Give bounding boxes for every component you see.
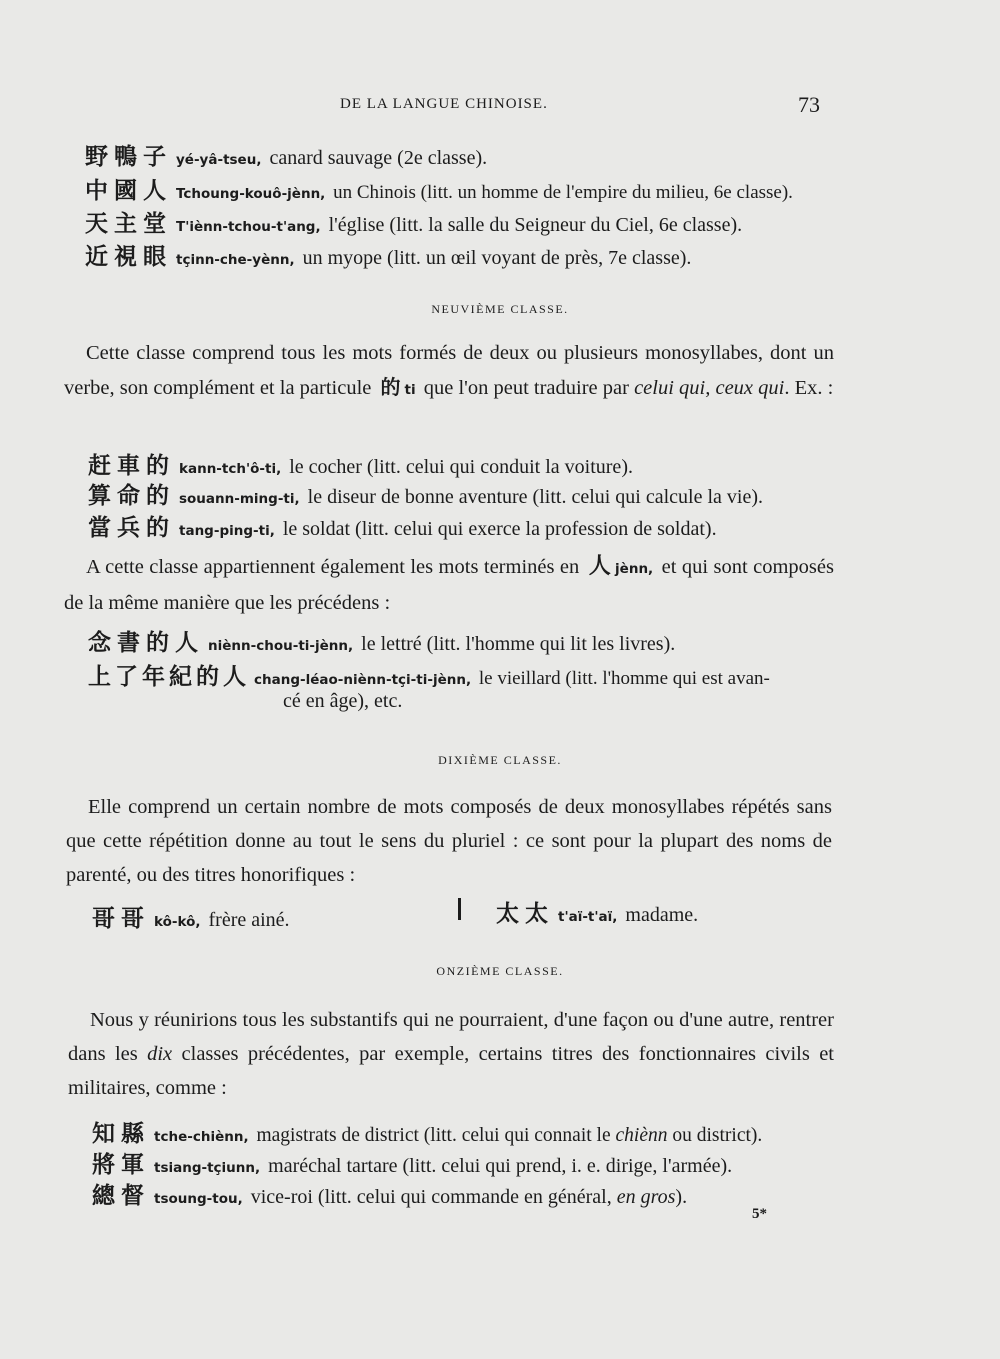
signature-mark: 5* — [752, 1206, 767, 1222]
hanzi: 將軍 — [92, 1152, 150, 1178]
entry-line — [88, 658, 770, 691]
hanzi: 算命的 — [88, 483, 175, 509]
hanzi: 近視眼 — [85, 244, 172, 270]
romanization: souann-ming-ti, — [179, 491, 300, 507]
page-number: 73 — [798, 92, 820, 117]
hanzi: 當兵的 — [88, 515, 175, 541]
hanzi: 知縣 — [92, 1121, 150, 1147]
page-header — [0, 92, 1000, 122]
romanization: tsiang-tçiunn, — [154, 1160, 261, 1176]
entry-line — [88, 477, 763, 510]
paragraph: Elle comprend un certain nombre de mots composés de deux monosyllabes répétés sans que cette répétition donne au tout le sens du pluriel : ce sont pour la plupart des noms de parenté, ou des titres honorifiques : — [66, 796, 832, 886]
romanization: jènn, — [615, 561, 654, 577]
entry-line — [88, 447, 633, 480]
hanzi: 赶車的 — [88, 453, 175, 479]
gloss: un Chinois (litt. un homme de l'empire du milieu, 6e classe). — [328, 182, 793, 203]
hanzi: 太太 — [496, 901, 554, 927]
romanization: T'iènn-tchou-t'ang, — [176, 219, 321, 235]
romanization: Tchoung-kouô-jènn, — [176, 186, 326, 202]
gloss: vice-roi (litt. celui qui commande en général, — [245, 1186, 617, 1208]
hanzi: 的 — [380, 375, 401, 399]
entry-line — [85, 205, 742, 238]
section-title: ONZIÈME CLASSE. — [436, 964, 564, 978]
gloss: magistrats de district (litt. celui qui connait le — [251, 1125, 616, 1146]
section-title: NEUVIÈME CLASSE. — [431, 302, 569, 316]
gloss: l'église (litt. la salle du Seigneur du Ciel, 6e classe). — [323, 214, 743, 236]
romanization: niènn-chou-ti-jènn, — [208, 638, 354, 654]
entry-line — [92, 900, 290, 933]
hanzi: 野鴨子 — [85, 144, 172, 170]
entry-line — [92, 1146, 732, 1179]
gloss: le vieillard (litt. l'homme qui est avan- — [474, 668, 770, 689]
column-separator — [458, 898, 461, 920]
running-title: DE LA LANGUE CHINOISE. — [340, 96, 548, 112]
romanization: tang-ping-ti, — [179, 523, 275, 539]
hanzi: 念書的人 — [88, 630, 204, 656]
hanzi: 總督 — [92, 1183, 150, 1209]
hanzi: 哥哥 — [92, 906, 150, 932]
gloss: un myope (litt. un œil voyant de près, 7e classe). — [297, 247, 692, 269]
romanization: kann-tch'ô-ti, — [179, 461, 282, 477]
entry-line: 知縣 tche-chiènn, magistrats de district (litt. celui qui connait le chiènn ou district). — [92, 1121, 763, 1147]
entry-line — [85, 138, 487, 171]
romanization: tçinn-che-yènn, — [176, 252, 295, 268]
romanization: t'aï-t'aï, — [558, 909, 618, 925]
romanization: yé-yâ-tseu, — [176, 152, 262, 168]
romanization: chang-léao-niènn-tçi-ti-jènn, — [254, 672, 472, 688]
gloss: le soldat (litt. celui qui exerce la profession de soldat). — [277, 518, 717, 540]
entry-line: 總督 tsoung-tou, vice-roi (litt. celui qui commande en général, en gros). — [92, 1183, 688, 1209]
entry-line — [85, 172, 793, 205]
hanzi: 中國人 — [85, 178, 172, 204]
paragraph: A cette classe appartiennent également les mots terminés en 人 jènn, et qui sont composés de la même manière que les précédens : — [64, 554, 834, 614]
gloss: le diseur de bonne aventure (litt. celui qui calcule la vie). — [302, 486, 764, 508]
gloss: frère ainé. — [203, 909, 290, 931]
section-title: DIXIÈME CLASSE. — [438, 753, 562, 767]
entry-line — [88, 509, 717, 542]
gloss: le cocher (litt. celui qui conduit la voiture). — [284, 456, 633, 478]
gloss: maréchal tartare (litt. celui qui prend, i. e. dirige, l'armée). — [263, 1155, 733, 1177]
romanization: kô-kô, — [154, 914, 201, 930]
gloss: le lettré (litt. l'homme qui lit les livres). — [356, 633, 676, 655]
hanzi: 天主堂 — [85, 211, 172, 237]
entry-continuation: cé en âge), etc. — [283, 690, 403, 712]
hanzi: 上了年紀的人 — [88, 664, 250, 690]
paragraph: Nous y réunirions tous les substantifs qui ne pourraient, d'une façon ou d'une autre, rentrer dans les dix classes précédentes, par exemple, certains titres des fonctionnaires civils et militaires, comme : — [68, 1009, 834, 1099]
hanzi: 人 — [588, 554, 612, 579]
gloss: madame. — [620, 904, 699, 926]
paragraph: Cette classe comprend tous les mots formés de deux ou plusieurs monosyllabes, dont un verbe, son complément et la particule 的 ti que l'on peut traduire par celui qui, ceux qui. Ex. : — [64, 342, 834, 399]
romanization: ti — [404, 382, 416, 398]
romanization: tsoung-tou, — [154, 1191, 243, 1207]
romanization: tche-chiènn, — [154, 1129, 249, 1145]
entry-line — [85, 238, 691, 271]
gloss: canard sauvage (2e classe). — [264, 147, 488, 169]
entry-line — [496, 895, 698, 928]
entry-line — [88, 624, 675, 657]
